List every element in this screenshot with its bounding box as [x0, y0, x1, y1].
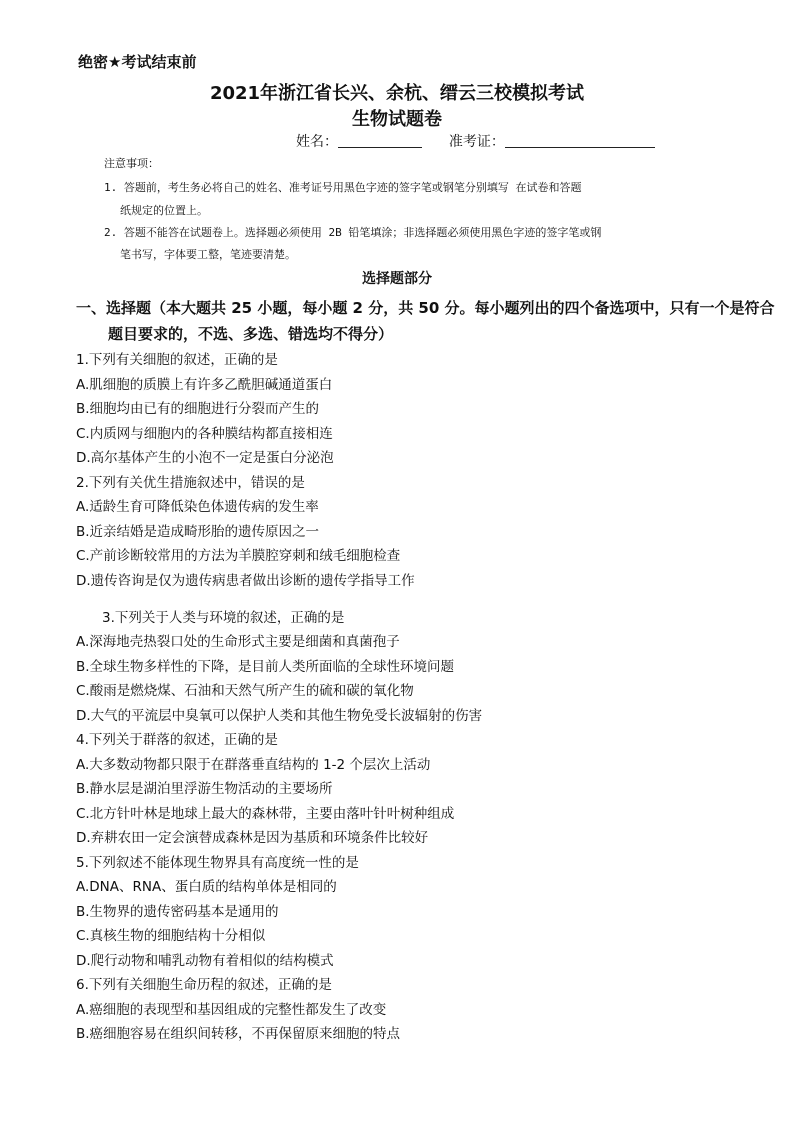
question-1-option-d: D.高尔基体产生的小泡不一定是蛋白分泌泡 — [76, 450, 334, 466]
question-5-option-c: C.真核生物的细胞结构十分相似 — [76, 928, 266, 944]
question-1-option-c: C.内质网与细胞内的各种膜结构都直接相连 — [76, 426, 333, 442]
id-label: 准考证： — [448, 134, 505, 150]
question-3-option-c: C.酸雨是燃烧煤、石油和天然气所产生的硫和碳的氧化物 — [76, 683, 414, 699]
name-blank — [338, 133, 422, 148]
question-2-option-c: C.产前诊断较常用的方法为羊膜腔穿刺和绒毛细胞检查 — [76, 548, 401, 564]
question-1-option-a: A.肌细胞的质膜上有许多乙酰胆碱通道蛋白 — [76, 377, 333, 393]
question-2-option-a: A.适龄生育可降低染色体遗传病的发生率 — [76, 499, 319, 515]
question-6-stem: 6.下列有关细胞生命历程的叙述，正确的是 — [76, 977, 332, 993]
confidential-label: 绝密★考试结束前 — [78, 53, 197, 71]
question-3-stem: 3.下列关于人类与环境的叙述，正确的是 — [102, 610, 345, 626]
notice-item-1-line-2: 纸规定的位置上。 — [120, 204, 208, 217]
candidate-info-line — [296, 131, 655, 151]
section-title: 选择题部分 — [362, 271, 432, 287]
name-label: 姓名： — [296, 134, 338, 150]
question-5-option-a: A.DNA、RNA、蛋白质的结构单体是相同的 — [76, 879, 337, 895]
question-6-option-a: A.癌细胞的表现型和基因组成的完整性都发生了改变 — [76, 1002, 387, 1018]
notice-item-1-line-1: 1. 答题前，考生务必将自己的姓名、准考证号用黑色字迹的签字笔或钢笔分别填写 在试卷和答题 — [104, 181, 582, 194]
question-6-option-b: B.癌细胞容易在组织间转移，不再保留原来细胞的特点 — [76, 1026, 401, 1042]
notice-item-2-line-1: 2. 答题不能答在试题卷上。选择题必须使用 2B 铅笔填涂；非选择题必须使用黑色字迹的签字笔或钢 — [104, 226, 602, 239]
question-2-stem: 2.下列有关优生措施叙述中，错误的是 — [76, 475, 305, 491]
question-3-option-a: A.深海地壳热裂口处的生命形式主要是细菌和真菌孢子 — [76, 634, 400, 650]
question-5-option-b: B.生物界的遗传密码基本是通用的 — [76, 904, 279, 920]
question-4-option-b: B.静水层是湖泊里浮游生物活动的主要场所 — [76, 781, 333, 797]
question-1-stem: 1.下列有关细胞的叙述，正确的是 — [76, 352, 278, 368]
question-2-option-b: B.近亲结婚是造成畸形胎的遗传原因之一 — [76, 524, 320, 540]
part-instructions-line-1: 一、选择题（本大题共 25 小题，每小题 2 分，共 50 分。每小题列出的四个备选项中，只有一个是符合 — [76, 299, 775, 317]
question-4-option-d: D.弃耕农田一定会演替成森林是因为基质和环境条件比较好 — [76, 830, 429, 846]
question-3-option-d: D.大气的平流层中臭氧可以保护人类和其他生物免受长波辐射的伤害 — [76, 708, 483, 724]
paper-subtitle: 生物试题卷 — [352, 109, 442, 130]
notice-heading: 注意事项： — [104, 157, 159, 170]
notice-item-2-line-2: 笔书写，字体要工整，笔迹要清楚。 — [120, 248, 296, 261]
exam-title: 2021年浙江省长兴、余杭、缙云三校模拟考试 — [209, 83, 585, 104]
question-1-option-b: B.细胞均由已有的细胞进行分裂而产生的 — [76, 401, 320, 417]
question-4-option-c: C.北方针叶林是地球上最大的森林带，主要由落叶针叶树种组成 — [76, 806, 455, 822]
question-2-option-d: D.遗传咨询是仅为遗传病患者做出诊断的遗传学指导工作 — [76, 573, 415, 589]
id-blank — [505, 133, 655, 148]
question-5-option-d: D.爬行动物和哺乳动物有着相似的结构模式 — [76, 953, 334, 969]
question-4-option-a: A.大多数动物都只限于在群落垂直结构的 1-2 个层次上活动 — [76, 757, 431, 773]
part-instructions-line-2: 题目要求的，不选、多选、错选均不得分） — [108, 325, 394, 343]
question-5-stem: 5.下列叙述不能体现生物界具有高度统一性的是 — [76, 855, 359, 871]
question-3-option-b: B.全球生物多样性的下降，是目前人类所面临的全球性环境问题 — [76, 659, 455, 675]
question-4-stem: 4.下列关于群落的叙述，正确的是 — [76, 732, 278, 748]
